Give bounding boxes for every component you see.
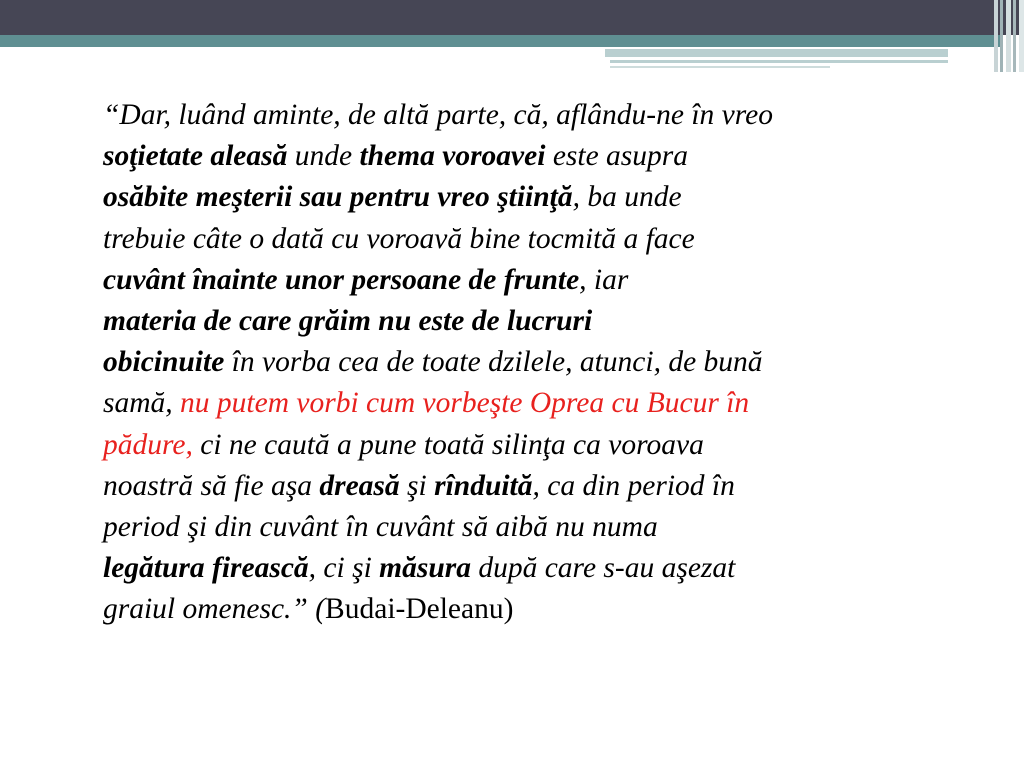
- quote-emphasis-text: materia de care grăim nu este de lucruri: [103, 305, 593, 338]
- decorative-vertical-stripe: [1013, 0, 1016, 72]
- quote-line: [103, 260, 983, 301]
- slide-header-light-stripe: [605, 49, 948, 57]
- quote-text: noastră să fie aşa: [103, 469, 320, 502]
- quote-text: Budai-Deleanu): [325, 593, 514, 626]
- quote-line: [103, 589, 983, 630]
- quote-line: [103, 342, 983, 383]
- quote-emphasis-text: osăbite meşterii sau pentru vreo ştiinţă: [103, 181, 573, 214]
- quote-line: [103, 548, 983, 589]
- slide-header-bar: [0, 0, 1024, 35]
- quote-text: , ba unde: [572, 181, 682, 214]
- decorative-vertical-stripe: [1006, 0, 1011, 72]
- quote-text: “Dar, luând aminte, de altă parte, că, aflându-ne în vreo: [103, 99, 773, 131]
- quote-line: [103, 507, 983, 548]
- quote-text: în vorba cea de toate dzilele, atunci, de bună: [224, 346, 763, 379]
- quote-text: este asupra: [545, 140, 689, 173]
- decorative-vertical-stripe: [1000, 0, 1003, 72]
- slide-header-accent-stripe: [0, 35, 1000, 47]
- quote-text: , ci şi: [308, 552, 380, 585]
- quote-line: [103, 466, 983, 507]
- quote-emphasis-text: soţietate aleasă: [103, 140, 288, 173]
- quote-line: [103, 219, 983, 260]
- decorative-vertical-stripe: [1019, 0, 1024, 72]
- slide-header-thin-stripe: [610, 60, 948, 63]
- quote-text: , ca din period în: [532, 469, 735, 502]
- slide-header-thin-stripe-2: [610, 66, 830, 68]
- quote-text: şi: [399, 469, 435, 502]
- quote-text: graiul omenesc.” (: [103, 593, 326, 626]
- quote-text-block: [103, 95, 983, 631]
- quote-text: period şi din cuvânt în cuvânt să aibă nu numa: [103, 511, 658, 544]
- quote-line: [103, 301, 983, 342]
- quote-text: , iar: [579, 263, 629, 296]
- quote-line: [103, 425, 983, 466]
- quote-emphasis-text: cuvânt înainte unor persoane de frunte: [103, 263, 580, 296]
- quote-text: ci ne caută a pune toată silinţa ca voroava: [192, 428, 704, 461]
- quote-text: trebuie câte o dată cu voroavă bine tocmită a face: [103, 222, 695, 255]
- quote-line: [103, 177, 983, 218]
- quote-highlight-text: nu putem vorbi cum vorbeşte Oprea cu Bucur în: [180, 387, 750, 420]
- decorative-vertical-stripe: [994, 0, 998, 72]
- quote-line: [103, 136, 983, 177]
- quote-emphasis-text: legătura firească: [103, 552, 309, 585]
- quote-emphasis-text: dreasă: [319, 469, 400, 502]
- quote-emphasis-text: măsura: [379, 552, 471, 585]
- quote-text: unde: [287, 140, 360, 173]
- quote-text: samă,: [103, 387, 181, 420]
- quote-emphasis-text: thema voroavei: [359, 140, 546, 173]
- quote-highlight-text: pădure,: [103, 428, 193, 461]
- quote-text: după care s-au aşezat: [470, 552, 736, 585]
- quote-emphasis-text: rînduită: [434, 469, 533, 502]
- quote-line: [103, 383, 983, 424]
- quote-emphasis-text: obicinuite: [103, 346, 225, 379]
- quote-line: [103, 95, 983, 136]
